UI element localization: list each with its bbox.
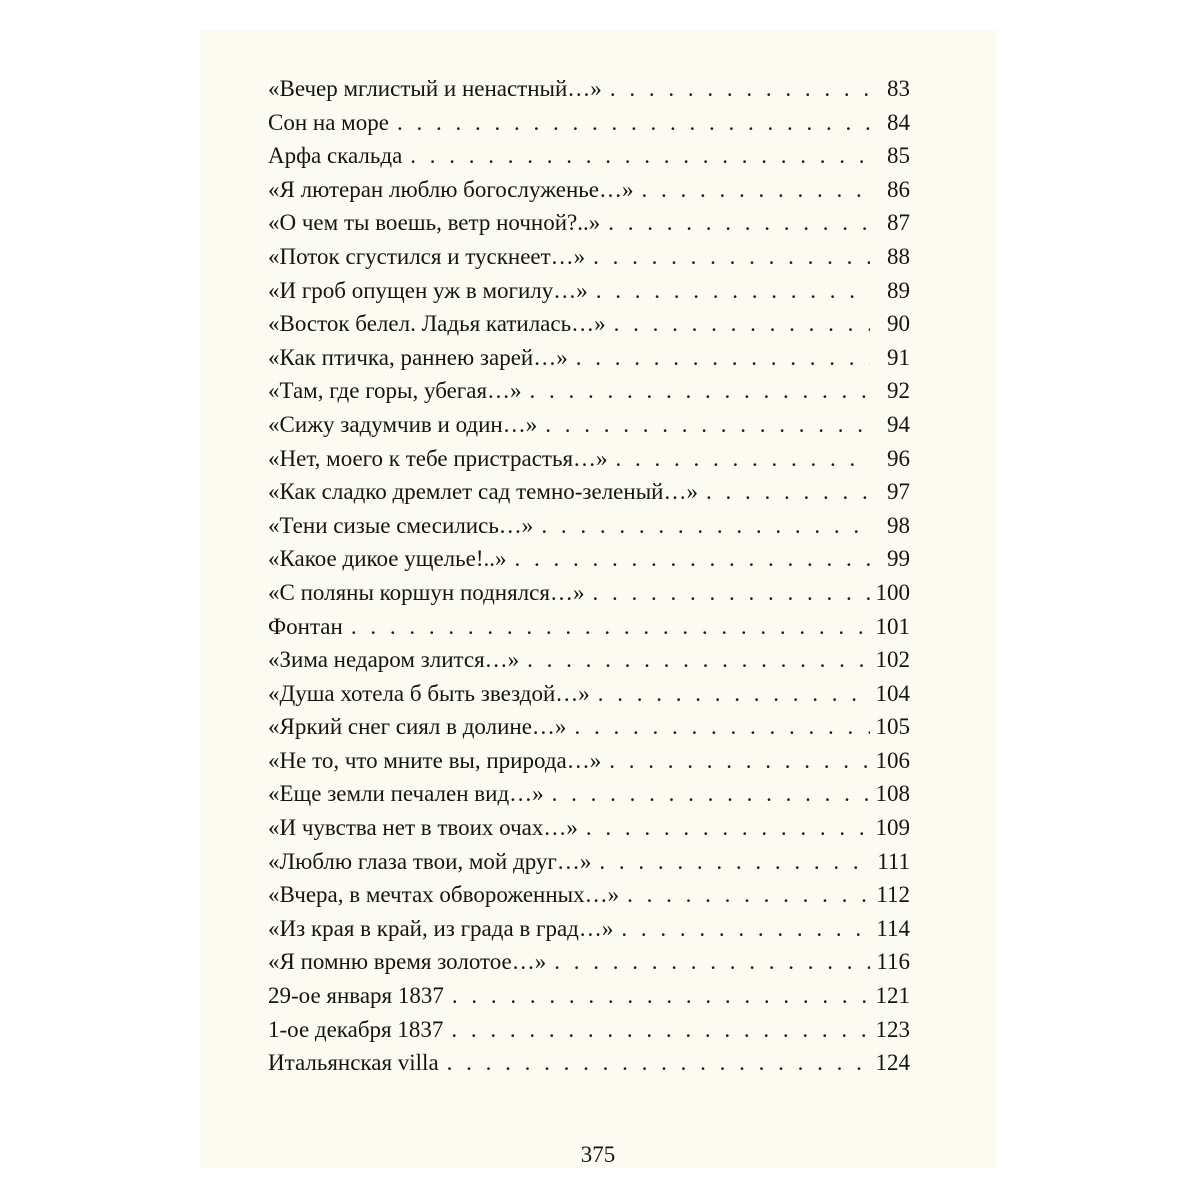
toc-entry-page: 97 bbox=[887, 479, 910, 505]
toc-entry-title: «Там, где горы, убегая…» bbox=[268, 378, 522, 404]
toc-entry-page: 111 bbox=[877, 848, 910, 874]
toc-entry-title: «Сижу задумчив и один…» bbox=[268, 411, 538, 437]
toc-entry-title: «Нет, моего к тебе пристрастья…» bbox=[268, 445, 608, 471]
toc-entry-page: 83 bbox=[887, 76, 910, 101]
dot-leader bbox=[606, 311, 870, 337]
toc-entry-page: 90 bbox=[887, 311, 910, 337]
toc-entry-title: «Яркий снег сиял в долине…» bbox=[268, 714, 567, 740]
toc-entry-page: 99 bbox=[887, 546, 910, 572]
dot-leader bbox=[585, 244, 870, 270]
toc-entry-page: 92 bbox=[887, 378, 910, 404]
toc-entry bbox=[268, 748, 910, 782]
dot-leader bbox=[402, 143, 870, 169]
toc-entry bbox=[268, 949, 910, 983]
dot-leader bbox=[568, 345, 870, 371]
toc-entry-page: 94 bbox=[887, 411, 910, 437]
dot-leader bbox=[533, 513, 870, 539]
dot-leader bbox=[443, 1017, 870, 1043]
toc-entry-page: 112 bbox=[876, 882, 910, 908]
toc-entry-page: 121 bbox=[875, 983, 910, 1009]
dot-leader bbox=[590, 681, 870, 707]
dot-leader bbox=[444, 983, 870, 1009]
toc-entry-page: 108 bbox=[875, 781, 910, 807]
dot-leader bbox=[439, 1050, 870, 1076]
toc-entry-title: «Вечер мглистый и ненастный…» bbox=[268, 76, 602, 101]
toc-entry-page: 86 bbox=[887, 176, 910, 202]
toc-entry bbox=[268, 278, 910, 312]
toc-entry-page: 88 bbox=[887, 243, 910, 269]
toc-entry-page: 116 bbox=[876, 949, 910, 975]
toc-entry bbox=[268, 916, 910, 950]
toc-entry bbox=[268, 1017, 910, 1051]
dot-leader bbox=[600, 210, 870, 236]
book-page bbox=[200, 30, 996, 1168]
dot-leader bbox=[619, 882, 870, 908]
toc-entry-title: «Из края в край, из града в град…» bbox=[268, 915, 614, 941]
toc-entry-page: 124 bbox=[875, 1050, 910, 1076]
toc-entry-title: Фонтан bbox=[268, 613, 343, 639]
toc-entry-title: «Я помню время золотое…» bbox=[268, 949, 547, 975]
dot-leader bbox=[544, 781, 870, 807]
toc-entry bbox=[268, 378, 910, 412]
toc-entry bbox=[268, 849, 910, 883]
toc-entry-page: 100 bbox=[875, 579, 910, 605]
toc-entry-title: 1-ое декабря 1837 bbox=[268, 1016, 444, 1042]
toc-entry-page: 98 bbox=[887, 512, 910, 538]
dot-leader bbox=[507, 546, 870, 572]
toc-entry-page: 106 bbox=[875, 747, 910, 773]
toc-entry-page: 123 bbox=[875, 1016, 910, 1042]
toc-entry bbox=[268, 614, 910, 648]
toc-entry-title: «Душа хотела б быть звездой…» bbox=[268, 680, 590, 706]
toc-entry-title: «Люблю глаза твои, мой друг…» bbox=[268, 848, 592, 874]
dot-leader bbox=[546, 949, 870, 975]
toc-entry-page: 114 bbox=[876, 915, 910, 941]
toc-entry-page: 102 bbox=[875, 647, 910, 673]
toc-entry bbox=[268, 815, 910, 849]
toc-entry bbox=[268, 412, 910, 446]
toc-entry-title: «Зима недаром злится…» bbox=[268, 647, 520, 673]
toc-entry-title: «Восток белел. Ладья катилась…» bbox=[268, 311, 606, 337]
toc-entry-title: «Тени сизые смесились…» bbox=[268, 512, 534, 538]
toc-entry-title: Сон на море bbox=[268, 109, 389, 135]
toc-entry-page: 101 bbox=[875, 613, 910, 639]
dot-leader bbox=[591, 849, 870, 875]
toc-entry-title: Арфа скальда bbox=[268, 143, 403, 169]
toc-entry-title: Итальянская villa bbox=[268, 1050, 439, 1076]
toc-entry-title: «И гроб опущен уж в могилу…» bbox=[268, 277, 588, 303]
toc-entry-title: «Поток сгустился и тускнеет…» bbox=[268, 243, 586, 269]
dot-leader bbox=[537, 412, 870, 438]
toc-entry bbox=[268, 1050, 910, 1084]
toc-entry bbox=[268, 76, 910, 110]
dot-leader bbox=[566, 714, 870, 740]
toc-entry bbox=[268, 479, 910, 513]
toc-entry bbox=[268, 781, 910, 815]
toc-entry-page: 84 bbox=[887, 109, 910, 135]
table-of-contents bbox=[268, 76, 910, 1084]
dot-leader bbox=[634, 177, 871, 203]
toc-entry-page: 104 bbox=[875, 680, 910, 706]
toc-entry-page: 91 bbox=[887, 344, 910, 370]
dot-leader bbox=[584, 580, 870, 606]
toc-entry bbox=[268, 244, 910, 278]
toc-entry-title: «Еще земли печален вид…» bbox=[268, 781, 544, 807]
toc-entry-page: 87 bbox=[887, 210, 910, 236]
dot-leader bbox=[613, 916, 870, 942]
dot-leader bbox=[602, 76, 870, 102]
toc-entry-title: «Как птичка, раннею зарей…» bbox=[268, 344, 568, 370]
toc-entry-title: 29-ое января 1837 bbox=[268, 983, 444, 1009]
page-number: 375 bbox=[580, 1142, 616, 1167]
toc-entry bbox=[268, 345, 910, 379]
toc-entry bbox=[268, 110, 910, 144]
dot-leader bbox=[578, 815, 870, 841]
toc-entry bbox=[268, 311, 910, 345]
toc-entry-page: 96 bbox=[887, 445, 910, 471]
dot-leader bbox=[588, 278, 870, 304]
toc-entry bbox=[268, 513, 910, 547]
toc-entry bbox=[268, 446, 910, 480]
dot-leader bbox=[698, 479, 870, 505]
toc-entry bbox=[268, 210, 910, 244]
toc-entry-title: «И чувства нет в твоих очах…» bbox=[268, 815, 578, 841]
dot-leader bbox=[522, 378, 870, 404]
toc-entry-page: 85 bbox=[887, 143, 910, 169]
toc-entry bbox=[268, 681, 910, 715]
toc-entry-title: «Как сладко дремлет сад темно-зеленый…» bbox=[268, 479, 698, 505]
toc-entry-page: 109 bbox=[875, 815, 910, 841]
toc-entry bbox=[268, 983, 910, 1017]
toc-entry bbox=[268, 882, 910, 916]
dot-leader bbox=[601, 748, 870, 774]
toc-entry-title: «Вчера, в мечтах обвороженных…» bbox=[268, 882, 620, 908]
toc-entry-title: «С поляны коршун поднялся…» bbox=[268, 579, 585, 605]
toc-entry-title: «О чем ты воешь, ветр ночной?..» bbox=[268, 210, 601, 236]
dot-leader bbox=[608, 446, 870, 472]
toc-entry-title: «Я лютеран люблю богослуженье…» bbox=[268, 176, 634, 202]
toc-entry bbox=[268, 177, 910, 211]
dot-leader bbox=[519, 647, 870, 673]
toc-entry bbox=[268, 546, 910, 580]
toc-entry-page: 89 bbox=[887, 277, 910, 303]
dot-leader bbox=[343, 614, 870, 640]
toc-entry bbox=[268, 714, 910, 748]
toc-entry-page: 105 bbox=[875, 714, 910, 740]
dot-leader bbox=[389, 110, 870, 136]
toc-entry bbox=[268, 647, 910, 681]
toc-entry-title: «Какое дикое ущелье!..» bbox=[268, 546, 507, 572]
toc-entry bbox=[268, 143, 910, 177]
toc-entry-title: «Не то, что мните вы, природа…» bbox=[268, 747, 602, 773]
toc-entry bbox=[268, 580, 910, 614]
